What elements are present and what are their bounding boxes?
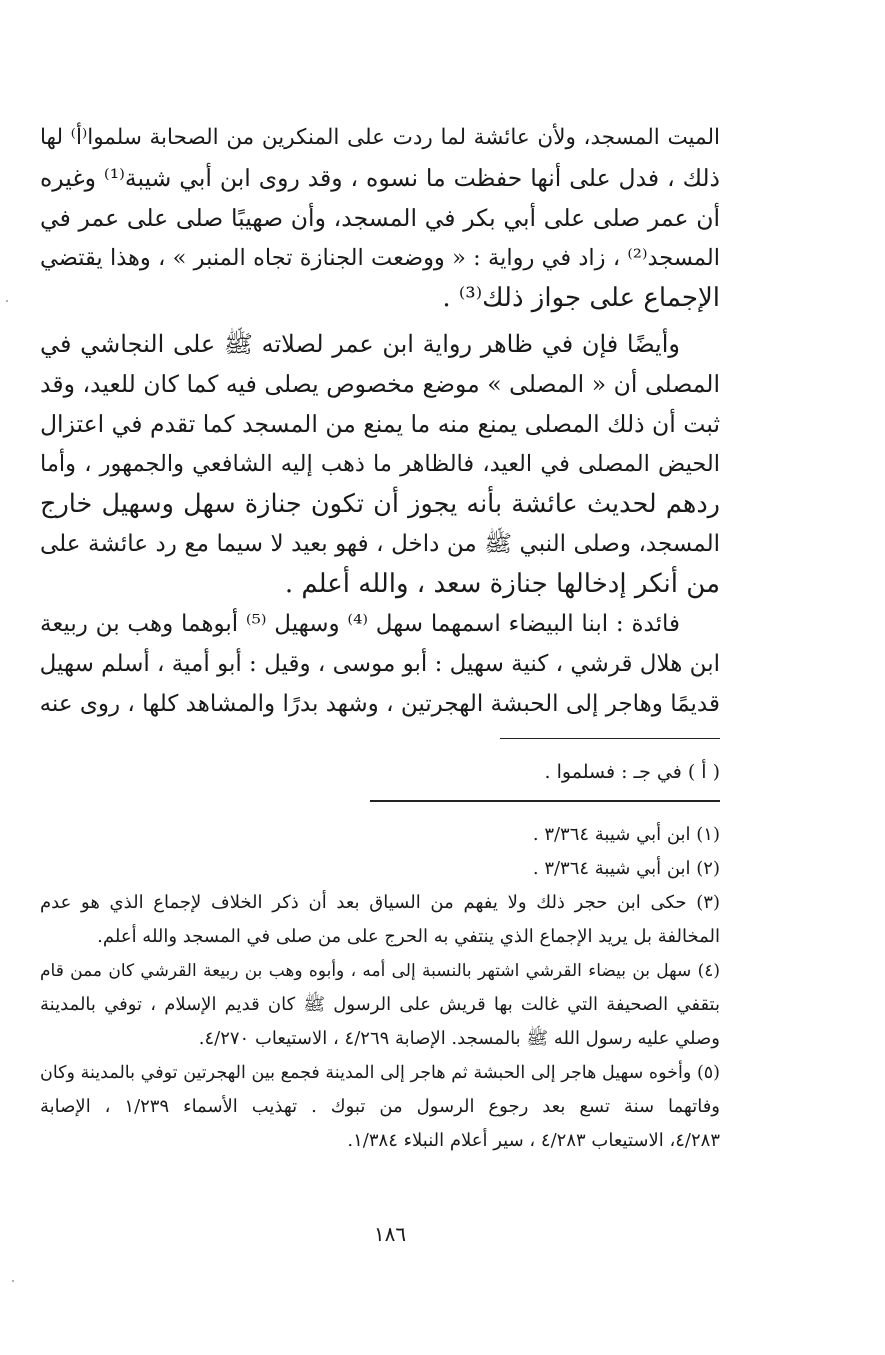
footnote-4 — [40, 954, 720, 1056]
footnote-line: ٤/٢٨٣، الاستيعاب ٤/٢٨٣ ، سير أعلام النبلاء ١/٣٨٤. — [347, 1130, 720, 1151]
text-line: فائدة : ابنا البيضاء اسمهما سهل ⁽⁴⁾ وسهيل ⁽⁵⁾ أبوهما وهب بن ربيعة — [40, 611, 681, 637]
footnote-line: (٥) وأخوه سهيل هاجر إلى الحبشة ثم هاجر إلى المدينة فجمع بين الهجرتين توفي بالمدينة وكان — [40, 1063, 720, 1083]
footnote-divider-short — [500, 738, 720, 739]
footnote-line: (٢) ابن أبي شيبة ٣/٣٦٤ . — [532, 858, 720, 879]
text-line: ابن هلال قرشي ، كنية سهيل : أبو موسى ، وقيل : أبو أمية ، أسلم سهيل — [39, 651, 720, 677]
text-line: المسجد، وصلى النبي ﷺ من داخل ، فهو بعيد لا سيما مع رد عائشة على — [40, 531, 720, 557]
text-line: ردهم لحديث عائشة بأنه يجوز أن تكون جنازة سهل وسهيل خارج — [40, 489, 720, 519]
text-line: ذلك ، فدل على أنها حفظت ما نسوه ، وقد روى ابن أبي شيبة⁽¹⁾ وغيره — [40, 164, 720, 192]
text-line: أن عمر صلى على أبي بكر في المسجد، وأن صهيبًا صلى على عمر في — [40, 204, 720, 232]
footnote-5 — [40, 1056, 720, 1158]
footnote-line: (٤) سهل بن بيضاء القرشي اشتهر بالنسبة إلى أمه ، وأبوه وهب بن ربيعة القرشي كان ممن قام — [40, 961, 720, 981]
footnotes — [40, 818, 720, 1158]
text-line: الإجماع على جواز ذلك⁽³⁾ . — [442, 283, 720, 313]
variant-note: ( أ ) في جـ : فسلموا . — [544, 761, 720, 783]
text-line: ثبت أن ذلك المصلى يمنع منه ما يمنع من المسجد كما تقدم في اعتزال — [39, 410, 720, 438]
footnote-1 — [40, 818, 720, 852]
text-line: وأيضًا فإن في ظاهر رواية ابن عمر لصلاته ﷺ على النجاشي في — [40, 330, 680, 358]
footnote-line: بتقفي الصحيفة التي غالت بها قريش على الرسول ﷺ كان قديم الإسلام ، توفي بالمدينة — [40, 994, 720, 1015]
text-line: المسجد⁽²⁾ ، زاد في رواية : « ووضعت الجنازة تجاه المنبر » ، وهذا يقتضي — [40, 245, 720, 271]
footnote-3 — [40, 886, 720, 954]
footnote-line: وفاتهما سنة تسع بعد رجوع الرسول من تبوك . تهذيب الأسماء ١/٢٣٩ ، الإصابة — [40, 1096, 721, 1117]
footnote-2 — [40, 852, 720, 886]
text-line: قديمًا وهاجر إلى الحبشة الهجرتين ، وشهد بدرًا والمشاهد كلها ، روى عنه — [39, 691, 720, 717]
footnote-line: المخالفة بل يريد الإجماع الذي ينتفي به الحرج على من صلى في المسجد والله أعلم. — [97, 926, 720, 947]
text-line: الميت المسجد، ولأن عائشة لما ردت على المنكرين من الصحابة سلموا⁽أ⁾ لها — [40, 125, 720, 150]
text-line: الحيض المصلى في العيد، فالظاهر ما ذهب إليه الشافعي والجمهور ، وأما — [40, 451, 720, 477]
footnote-line: (١) ابن أبي شيبة ٣/٣٦٤ . — [532, 824, 720, 845]
main-text — [40, 118, 720, 724]
scan-speck — [12, 1280, 14, 1282]
footnote-divider — [370, 800, 720, 802]
text-line: المصلى أن « المصلى » موضع مخصوص يصلى فيه كما كان للعيد، وقد — [40, 370, 720, 398]
footnote-line: (٣) حكى ابن حجر ذلك ولا يفهم من السياق بعد أن ذكر الخلاف لإجماع الذي هو عدم — [40, 892, 720, 913]
scan-speck — [6, 300, 8, 302]
page-number: ١٨٦ — [373, 1222, 407, 1246]
footnote-line: وصلي عليه رسول الله ﷺ بالمسجد. الإصابة ٤/٢٦٩ ، الاستيعاب ٤/٢٧٠. — [198, 1028, 720, 1049]
text-line: من أنكر إدخالها جنازة سعد ، والله أعلم . — [284, 569, 720, 599]
